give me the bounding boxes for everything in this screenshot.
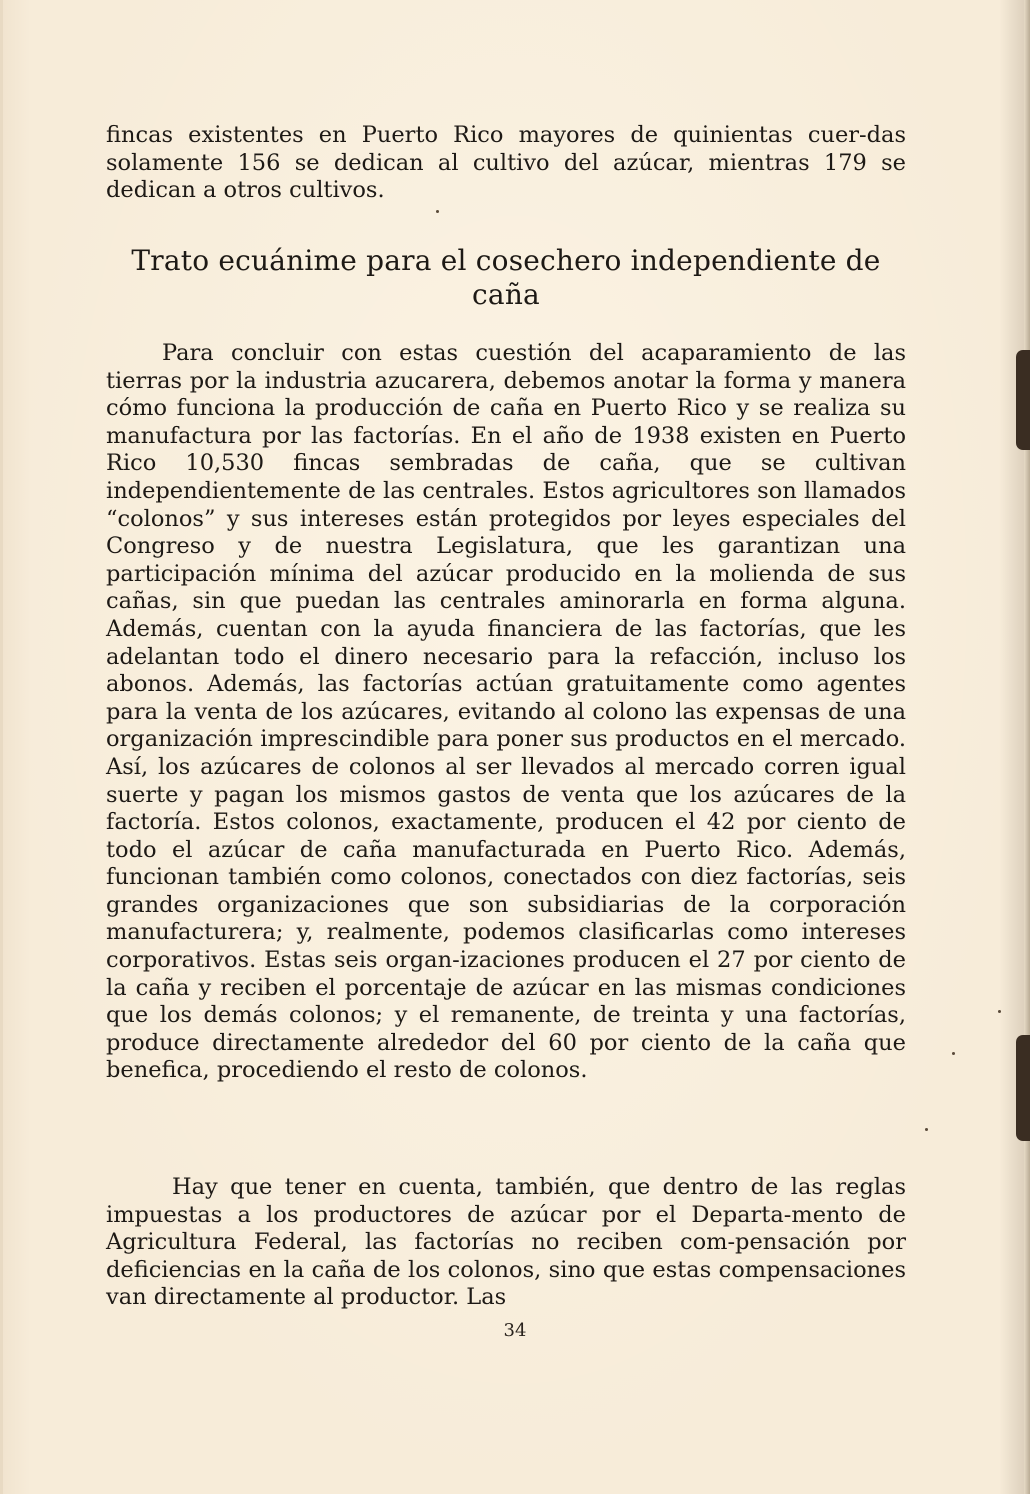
page-right-edge <box>1024 0 1030 1494</box>
body-paragraph-1: Para concluir con estas cuestión del acaparamiento de las tierras por la industria azucarera, debemos anotar la forma y manera cómo funciona la producción de caña en Puerto Rico y se realiza su manufactura por las factorías. En el año de 1938 existen en Puerto Rico 10,530 fincas sembradas de caña, que se cultivan independientemente de las centrales. Estos agricultores son llamados “colonos” y sus intereses están protegidos por leyes especiales del Congreso y de nuestra Legislatura, que les garantizan una participación mínima del azúcar producido en la molienda de sus cañas, sin que puedan las centrales aminorarla en forma alguna. Además, cuentan con la ayuda financiera de las factorías, que les adelantan todo el dinero necesario para la refacción, incluso los abonos. Además, las factorías actúan gratuitamente como agentes para la venta de los azúcares, evitando al colono las expensas de una organización imprescindible para poner sus productos en el mercado. Así, los azúcares de colonos al ser llevados al mercado corren igual suerte y pagan los mismos gastos de venta que los azúcares de la factoría. Estos colonos, exactamente, producen el 42 por ciento de todo el azúcar de caña manufacturada en Puerto Rico. Además, funcionan también como colonos, conectados con diez factorías, seis grandes organizaciones que son subsidiarias de la corporación manufacturera; y, realmente, podemos clasificarlas como intereses corporativos. Estas seis organ-izaciones producen el 27 por ciento de la caña y reciben el porcentaje de azúcar en las mismas condiciones que los demás colonos; y el remanente, de treinta y una factorías, produce directamente alrededor del 60 por ciento de la caña que benefica, procediendo el resto de colonos. <box>106 340 906 1084</box>
body-paragraph-2: Hay que tener en cuenta, también, que dentro de las reglas impuestas a los productores de azúcar por el Departa-mento de Agricultura Federal, las factorías no reciben com-pensación por deficiencias en la caña de los colonos, sino que estas compensaciones van directamente al productor. Las <box>106 1174 906 1311</box>
ink-speck <box>925 1128 928 1131</box>
ink-speck <box>952 1052 955 1055</box>
page-number: 34 <box>503 1320 527 1341</box>
page-left-edge <box>0 0 3 1494</box>
intro-paragraph: fincas existentes en Puerto Rico mayores de quinientas cuer-das solamente 156 se dedican al cultivo del azúcar, mientras 179 se dedican a otros cultivos. <box>106 122 906 204</box>
binding-tab-mark-lower <box>1016 1035 1030 1141</box>
ink-speck <box>436 210 439 213</box>
ink-speck <box>998 1010 1001 1013</box>
section-heading: Trato ecuánime para el cosechero independiente de caña <box>131 244 881 311</box>
binding-tab-mark-upper <box>1016 350 1030 450</box>
